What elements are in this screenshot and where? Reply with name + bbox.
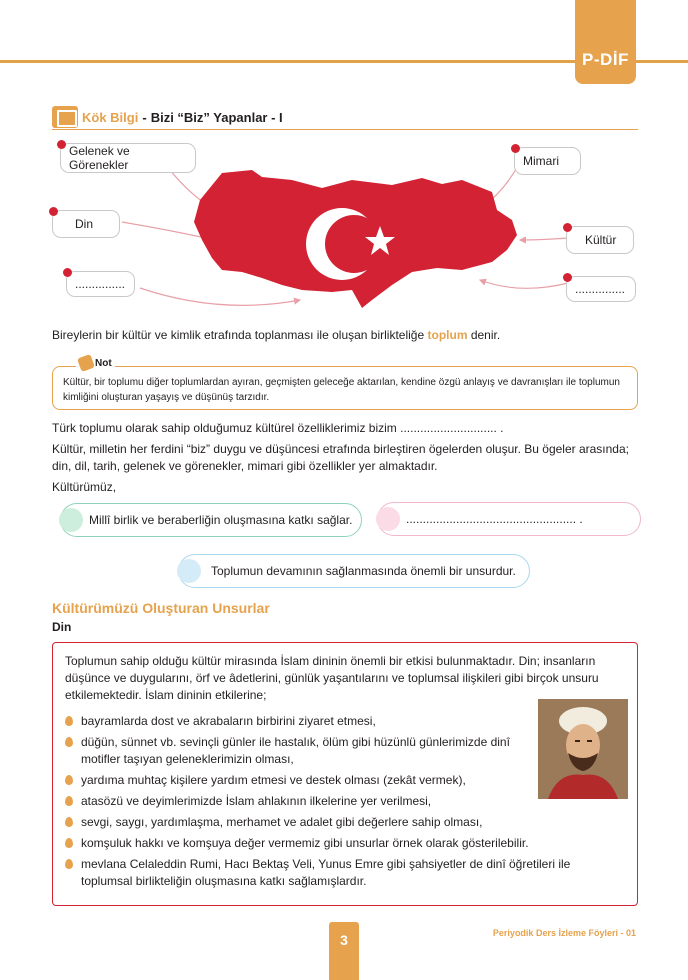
blank-right-input[interactable] bbox=[566, 276, 636, 302]
drop-icon bbox=[65, 817, 73, 827]
list-item-text: sevgi, saygı, yardımlaşma, merhamet ve adalet gibi değerlere sahip olması, bbox=[81, 815, 483, 829]
section-subtitle: Din bbox=[52, 620, 72, 634]
drop-icon bbox=[65, 796, 73, 806]
paragraph-1: Türk toplumu olarak sahip olduğumuz kültürel özelliklerimiz bizim ............................. . bbox=[52, 421, 504, 435]
label-mimari bbox=[514, 147, 581, 175]
toplum-definition bbox=[52, 327, 642, 344]
capsule-circle bbox=[59, 508, 83, 532]
paragraph-3: Kültürümüz, bbox=[52, 480, 117, 494]
section-header bbox=[52, 106, 283, 128]
list-item bbox=[65, 734, 535, 768]
drop-icon bbox=[65, 859, 73, 869]
header-label: Kök Bilgi bbox=[82, 109, 139, 125]
capsule-1-text: Millî birlik ve beraberliğin oluşmasına katkı sağlar. bbox=[89, 513, 353, 527]
list-item-text: atasözü ve deyimlerimizde İslam ahlakının ilkelerine yer verilmesi, bbox=[81, 794, 432, 808]
capsule-toplum-devami bbox=[178, 554, 530, 588]
drop-icon bbox=[65, 737, 73, 747]
note-tag bbox=[76, 356, 115, 370]
label-gelenek bbox=[60, 143, 196, 173]
header-title: Bizi “Biz” Yapanlar - I bbox=[150, 109, 283, 125]
intro-after: denir. bbox=[467, 328, 501, 342]
header-separator: - bbox=[142, 109, 147, 125]
header-underline bbox=[52, 129, 638, 130]
din-bullet-list bbox=[65, 713, 571, 894]
capsule-2-text: ................................................... . bbox=[406, 512, 583, 526]
intro-highlight: toplum bbox=[427, 328, 468, 342]
blank-left-text: ............... bbox=[75, 277, 126, 291]
yunus-emre-portrait bbox=[538, 699, 628, 799]
red-dot bbox=[49, 207, 58, 216]
din-box bbox=[52, 642, 638, 906]
label-kultur bbox=[566, 226, 634, 254]
list-item-text: komşuluk hakkı ve komşuya değer vermemiz gibi unsurlar örnek olarak gösterilebilir. bbox=[81, 836, 529, 850]
label-kultur-text: Kültür bbox=[585, 233, 617, 247]
list-item bbox=[65, 793, 535, 810]
label-din-text: Din bbox=[75, 217, 94, 231]
portrait-illustration bbox=[538, 699, 628, 799]
brand-tab: P-DİF bbox=[575, 0, 636, 84]
red-dot bbox=[511, 144, 520, 153]
list-item bbox=[65, 713, 535, 730]
red-dot bbox=[63, 268, 72, 277]
intro-before: Bireylerin bir kültür ve kimlik etrafında toplanması ile oluşan birlikteliğe bbox=[52, 328, 428, 342]
blank-right-text: ............... bbox=[575, 282, 626, 296]
label-gelenek-text: Gelenek ve Görenekler bbox=[69, 144, 130, 172]
capsule-circle bbox=[177, 559, 201, 583]
section-title: Kültürümüzü Oluşturan Unsurlar bbox=[52, 600, 270, 616]
red-dot bbox=[57, 140, 66, 149]
page-number: 3 bbox=[329, 922, 359, 980]
drop-icon bbox=[65, 838, 73, 848]
note-label: Not bbox=[95, 357, 112, 369]
label-din bbox=[52, 210, 120, 238]
footer-series: Periyodik Ders İzleme Föyleri - 01 bbox=[492, 928, 636, 938]
capsule-milli-birlik bbox=[60, 503, 362, 537]
blank-left-input[interactable] bbox=[66, 271, 135, 297]
list-item-text: yardıma muhtaç kişilere yardım etmesi ve destek olması (zekât vermek), bbox=[81, 773, 466, 787]
book-icon bbox=[52, 106, 78, 128]
capsule-3-text: Toplumun devamının sağlanmasında önemli bir unsurdur. bbox=[211, 564, 516, 578]
list-item bbox=[65, 814, 535, 831]
list-item-text: mevlana Celaleddin Rumi, Hacı Bektaş Veli, Yunus Emre gibi şahsiyetler de dinî öğretileri ile toplumsal birlikteliğin oluşmasına katkı sağlamışlardır. bbox=[81, 857, 571, 888]
capsule-blank[interactable] bbox=[377, 502, 641, 536]
din-intro: Toplumun sahip olduğu kültür mirasında İslam dininin önemli bir etkisi bulunmaktadır. Din; insanların düşünce ve duygularını, örf ve âdetlerini, günlük yaşantılarını ve toplumsal ilişkileri gibi birçok unsuru etkilemektedir. İslam dininin etkilerine; bbox=[65, 654, 599, 702]
drop-icon bbox=[65, 775, 73, 785]
list-item bbox=[65, 856, 625, 890]
red-dot bbox=[563, 223, 572, 232]
list-item-text: bayramlarda dost ve akrabaların birbirini ziyaret etmesi, bbox=[81, 714, 376, 728]
red-dot bbox=[563, 273, 572, 282]
list-item-text: düğün, sünnet vb. sevinçli günler ile hastalık, ölüm gibi hüzünlü günlerimizde dinî motifler taşıyan geleneklerimizin olması, bbox=[81, 735, 510, 766]
pencil-icon bbox=[77, 354, 95, 372]
note-text: Kültür, bir toplumu diğer toplumlardan ayıran, geçmişten geleceğe aktarılan, kendine özgü anlayış ve davranışları ile toplumun kimliğini oluşturan yaşayış ve düşünüş tarzıdır. bbox=[63, 377, 620, 403]
list-item bbox=[65, 772, 535, 789]
label-mimari-text: Mimari bbox=[523, 154, 559, 168]
capsule-circle bbox=[376, 507, 400, 531]
drop-icon bbox=[65, 716, 73, 726]
list-item bbox=[65, 835, 625, 852]
note-box bbox=[52, 366, 638, 410]
paragraph-2: Kültür, milletin her ferdini “biz” duygu ve düşüncesi etrafında birleştiren ögelerden oluşur. Bu ögeler arasında; din, dil, tarih, gelenek ve görenekler, mimari gibi özellikler yer almaktadır. bbox=[52, 442, 629, 473]
